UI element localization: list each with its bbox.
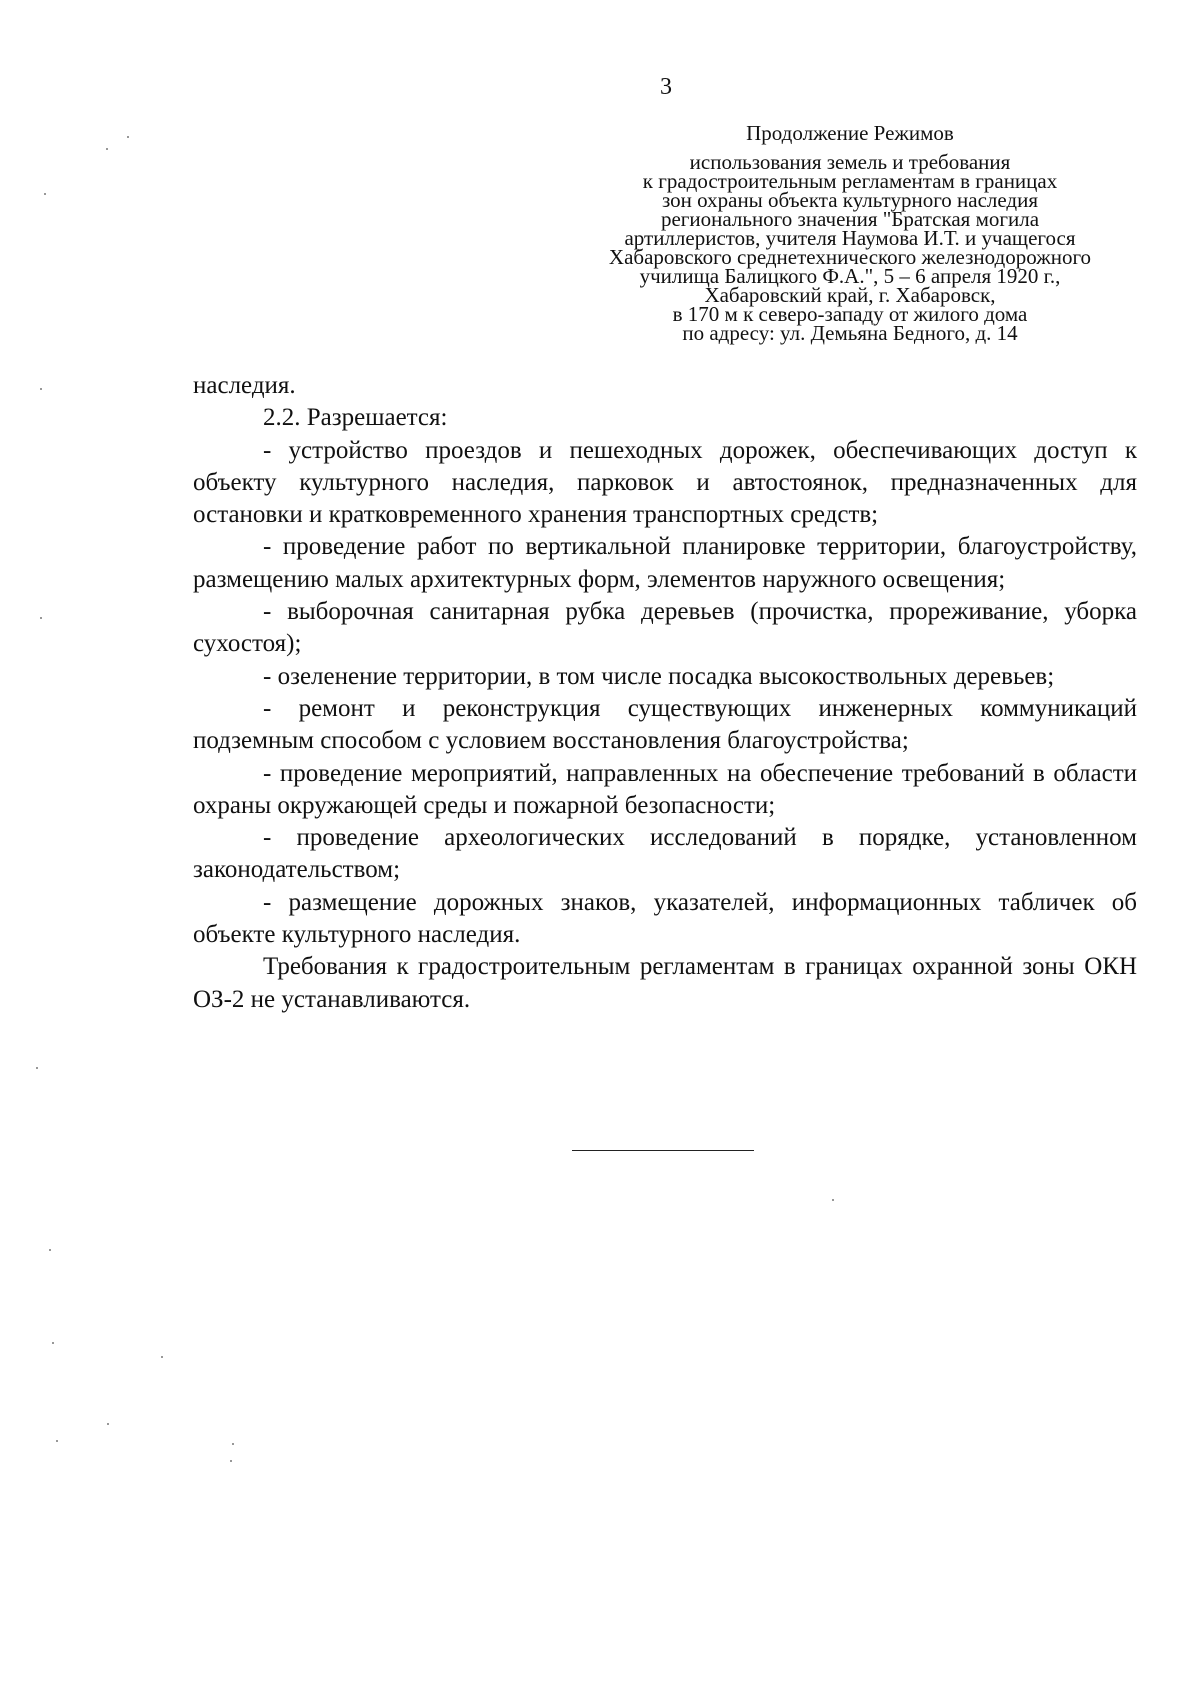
closing-paragraph: Требования к градостроительным регламентам в границах охранной зоны ОКН ОЗ-2 не устанавливаются. [193,953,1137,1013]
heading-line: по адресу: ул. Демьяна Бедного, д. 14 [682,321,1018,345]
list-item: - устройство проездов и пешеходных дорожек, обеспечивающих доступ к объекту культурного наследия, парковок и автостоянок, предназначенных для остановки и кратковременного хранения транспортных средств; [193,436,1137,529]
list-item: - размещение дорожных знаков, указателей, информационных табличек об объекте культурного наследия. [193,888,1137,949]
scan-speck [52,1342,54,1344]
heading-line: Хабаровского среднетехнического железнодорожного [608,245,1092,269]
heading-line: Хабаровский край, г. Хабаровск, [704,283,996,307]
section-label: 2.2. Разрешается: [263,404,448,432]
list-item: - проведение работ по вертикальной планировке территории, благоустройству, размещению малых архитектурных форм, элементов наружного освещения; [193,533,1137,593]
list-item: - ремонт и реконструкция существующих инженерных коммуникаций подземным способом с условием восстановления благоустройства; [193,694,1137,755]
heading-line: в 170 м к северо-западу от жилого дома [672,302,1028,326]
list-item: - озеленение территории, в том числе посадка высокоствольных деревьев; [263,662,1055,690]
scan-speck [832,1199,834,1201]
page-number: 3 [660,74,672,100]
scan-speck [56,1440,58,1442]
list-item: - проведение мероприятий, направленных на обеспечение требований в области охраны окружающей среды и пожарной безопасности; [193,759,1137,819]
heading-line: училища Балицкого Ф.А.", 5 – 6 апреля 1920 г., [639,264,1061,288]
document-heading [560,121,1140,345]
closing-divider [572,1150,754,1151]
heading-line: к градостроительным регламентам в границах [642,169,1058,193]
heading-line: зон охраны объекта культурного наследия [661,188,1039,212]
scan-speck [36,1067,38,1069]
list-item: - проведение археологических исследований в порядке, установленном законодательством; [193,824,1137,884]
heading-line: использования земель и требования [689,150,1011,174]
scan-speck [40,617,42,619]
scan-speck [40,388,42,390]
scan-speck [161,1356,163,1358]
scan-speck [106,148,108,150]
body-paragraph: наследия. [193,372,296,399]
scan-speck [127,136,129,138]
scan-speck [232,1443,234,1445]
scan-speck [107,1423,109,1425]
scan-speck [230,1460,232,1462]
heading-line: регионального значения "Братская могила [660,207,1040,231]
scan-speck [44,193,46,195]
heading-line: Продолжение Режимов [746,121,954,145]
heading-line: артиллеристов, учителя Наумова И.Т. и учащегося [624,226,1076,250]
document-body [193,370,1137,1016]
scan-speck [49,1249,51,1251]
list-item: - выборочная санитарная рубка деревьев (прочистка, прореживание, уборка сухостоя); [193,598,1137,658]
